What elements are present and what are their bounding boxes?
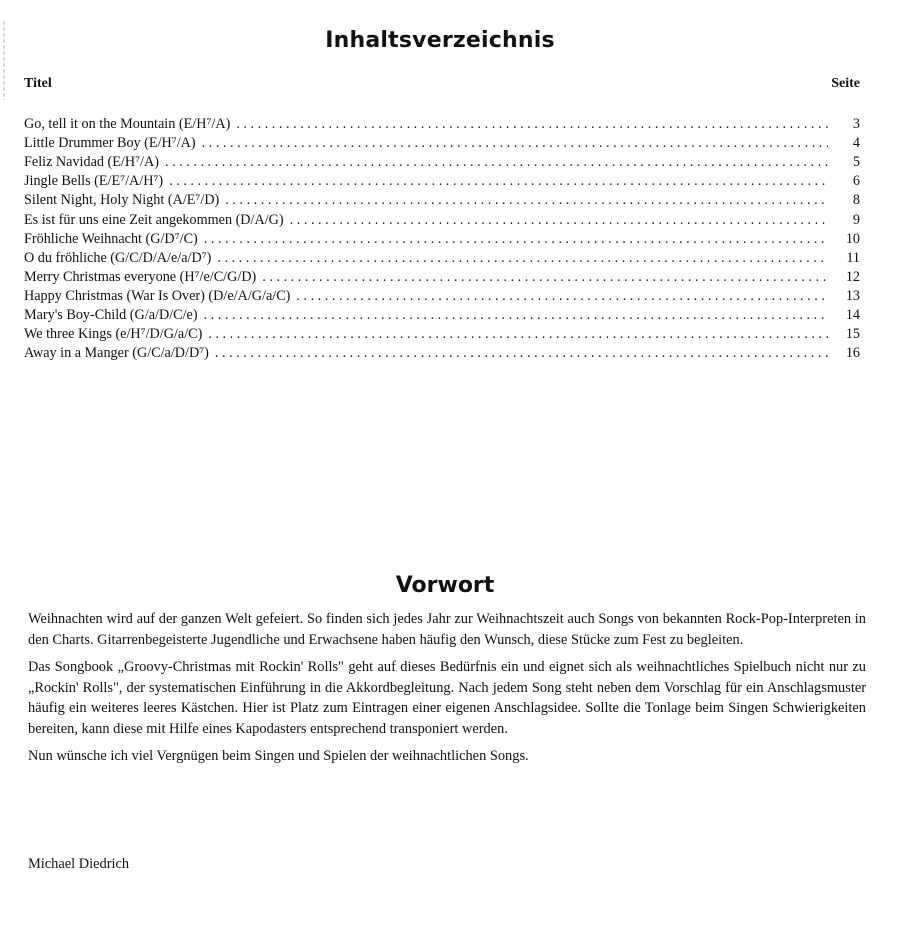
toc-entry: [24, 114, 860, 133]
toc-entry-page: 3: [852, 116, 860, 133]
toc-entry: [24, 209, 860, 228]
toc-entry: [24, 133, 860, 152]
toc-entry: [24, 190, 860, 209]
foreword-paragraph: Nun wünsche ich viel Vergnügen beim Singen und Spielen der weihnachtlichen Songs.: [28, 748, 529, 764]
toc-entry-page: 14: [845, 307, 860, 324]
toc-leader-dots: [204, 307, 828, 324]
toc-entry: [24, 229, 860, 248]
toc-entry: [24, 305, 860, 324]
toc-entry-title: Little Drummer Boy (E/H⁷/A): [24, 135, 196, 152]
toc-entry-title: We three Kings (e/H⁷/D/G/a/C): [24, 326, 203, 343]
toc-entry: [24, 267, 860, 286]
toc-leader-dots: [217, 250, 828, 267]
toc-leader-dots: [296, 288, 828, 305]
toc-entry-title: Fröhliche Weihnacht (G/D⁷/C): [24, 230, 198, 247]
toc-entry-title: Happy Christmas (War Is Over) (D/e/A/G/a/C): [24, 287, 291, 304]
toc-entry-title: Merry Christmas everyone (H⁷/e/C/G/D): [24, 268, 257, 285]
toc-entry-page: 5: [852, 154, 860, 171]
toc-entry: [24, 286, 860, 305]
toc-entry-title: O du fröhliche (G/C/D/A/e/a/D⁷): [24, 249, 212, 266]
author-signature: Michael Diedrich: [28, 856, 130, 872]
toc-leader-dots: [262, 269, 828, 286]
toc-entry-title: Mary's Boy-Child (G/a/D/C/e): [24, 307, 198, 324]
toc-leader-dots: [202, 135, 828, 152]
toc-column-page: Seite: [831, 76, 860, 91]
toc-entry-page: 8: [852, 192, 860, 209]
toc-entry-page: 10: [845, 230, 860, 247]
toc-entry-title: Jingle Bells (E/E⁷/A/H⁷): [24, 173, 164, 190]
toc-entry: [24, 248, 860, 267]
toc-entry-title: Silent Night, Holy Night (A/E⁷/D): [24, 192, 220, 209]
toc-entry-title: Go, tell it on the Mountain (E/H⁷/A): [24, 116, 231, 133]
toc-leader-dots: [204, 231, 828, 248]
toc-entry-page: 11: [846, 249, 860, 266]
toc-entry-page: 15: [845, 326, 860, 343]
toc-heading: Inhaltsverzeichnis: [325, 28, 555, 53]
foreword-body: [28, 609, 866, 774]
toc-leader-dots: [208, 326, 828, 343]
toc-leader-dots: [290, 212, 828, 229]
toc-entry: [24, 343, 860, 362]
toc-entry: [24, 152, 860, 171]
toc-entry-page: 6: [852, 173, 860, 190]
toc-entry-title: Away in a Manger (G/C/a/D/D⁷): [24, 345, 209, 362]
toc-leader-dots: [236, 116, 828, 133]
foreword-paragraph: Weihnachten wird auf der ganzen Welt gefeiert. So finden sich jedes Jahr zur Weihnachtszeit auch Songs von bekannten Rock-Pop-Interpreten in den Charts. Gitarrenbegeisterte Jugendliche und Erwachsene haben häufig den Wunsch, diese Stücke zum Fest zu begleiten.: [28, 611, 866, 648]
toc-leader-dots: [165, 154, 828, 171]
toc-entry-page: 12: [845, 268, 860, 285]
toc-entry-page: 4: [852, 135, 860, 152]
foreword-paragraph: Das Songbook „Groovy-Christmas mit Rockin' Rolls" geht auf dieses Bedürfnis ein und eignet sich als weihnachtliches Spielbuch nicht nur zu „Rockin' Rolls", der systematischen Einführung in die Akkordbegleitung. Nach jedem Song steht neben dem Vorschlag für ein Anschlagsmuster häufig ein weiteres leeres Kästchen. Hier ist Platz zum Eintragen einer eigenen Anschlagsidee. Sollte die Tonlage beim Singen Schwierigkeiten bereiten, kann diese mit Hilfe eines Kapodasters entsprechend transponiert werden.: [28, 659, 866, 737]
toc-entry-title: Es ist für uns eine Zeit angekommen (D/A/G): [24, 211, 284, 228]
toc-entry: [24, 171, 860, 190]
toc-leader-dots: [225, 192, 828, 209]
toc-entry-page: 13: [845, 287, 860, 304]
toc-entry: [24, 324, 860, 343]
toc-list: [24, 114, 860, 362]
toc-entry-page: 9: [852, 211, 860, 228]
foreword-heading: Vorwort: [395, 573, 495, 598]
toc-entry-title: Feliz Navidad (E/H⁷/A): [24, 154, 159, 171]
toc-column-title: Titel: [24, 76, 52, 91]
toc-leader-dots: [215, 345, 828, 362]
toc-entry-page: 16: [845, 345, 860, 362]
toc-leader-dots: [169, 173, 828, 190]
